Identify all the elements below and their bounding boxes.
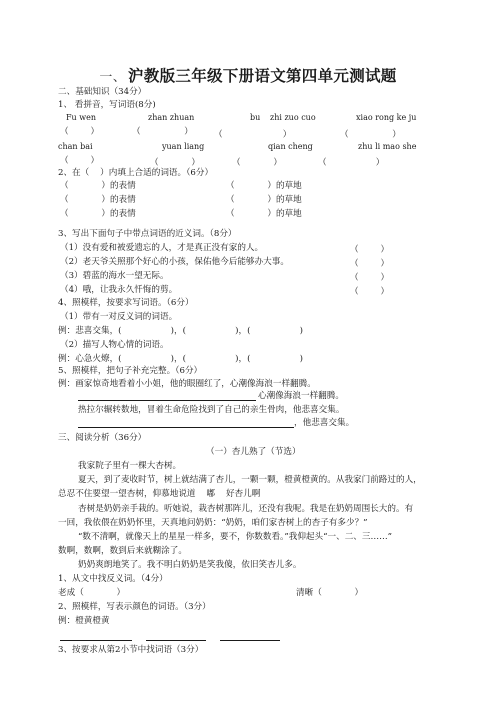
- answer-blank[interactable]: （ ）: [132, 127, 193, 137]
- q4-example-1: 例：悲喜交集，( )，( )，( ): [58, 326, 303, 336]
- answer-blank[interactable]: （ ）: [214, 130, 292, 140]
- passage-line-8: 奶奶爽朗地笑了。我不明白奶奶是笑我傻，依旧笑杏儿多。: [78, 560, 302, 570]
- pinyin-1: Fu wen: [66, 113, 96, 122]
- section-2-heading: 二、基础知识（34分）: [58, 87, 147, 97]
- pinyin-9: zhu li mao she: [358, 142, 417, 151]
- reading-q1-b: 清晰（ ）: [296, 588, 364, 598]
- answer-blank[interactable]: （ ）: [60, 127, 100, 137]
- pinyin-3: bu: [250, 113, 261, 122]
- q5-example: 例：画家惊奇地看着小小姐，他的眼圈红了，心潮像海浪一样翻腾。: [58, 379, 316, 389]
- passage-line-3: 总忍不住要望一望杏树，仰慕地说道 嘟 好杏儿啊: [58, 489, 261, 499]
- answer-blank[interactable]: （ ）: [232, 158, 282, 168]
- question-4: 4、照模样，按要求写词语。（6分）: [58, 298, 194, 308]
- q5-line-1-end: 心潮像海浪一样翻腾。: [258, 391, 344, 401]
- passage-line-6: “数不清啊，就像天上的星星一样多，要不，你数数看。”我仰起头“一、二、三……”: [78, 532, 393, 542]
- reading-q2-example: 例：橙黄橙黄: [58, 616, 110, 626]
- q3-item-3: （3）碧蓝的海水一望无际。: [60, 271, 169, 281]
- q4-example-2: 例：心急火燎，( )，( )，( ): [58, 354, 303, 364]
- q2-row-2-right: （ ）的草地: [226, 195, 302, 205]
- answer-blank[interactable]: （ ）: [350, 287, 390, 297]
- passage-line-7: 数啊，数啊，数到后来就糊涂了。: [58, 546, 187, 556]
- answer-line[interactable]: [146, 640, 206, 641]
- passage-line-2: 夏天，到了麦收时节，树上就结满了杏儿，一颗一颗，橙黄橙黄的。从我家门前路过的人，: [78, 475, 422, 485]
- passage-line-4: 杏树是奶奶亲手栽的。听她说，栽杏树那阵儿，还没有我呢。我是在奶奶周围长大的。有: [78, 504, 414, 514]
- pinyin-2: zhan zhuan: [148, 113, 195, 122]
- q5-line-3-end: ，他悲喜交集。: [294, 418, 355, 428]
- q5-line-2: 热拉尔辗转数地，冒着生命危险找到了自己的亲生骨肉，他悲喜交集。: [78, 405, 345, 415]
- section-3-heading: 三、阅读分析（36分）: [58, 433, 147, 443]
- q3-item-2: （2）老天爷关照那个好心的小孩，保佑他今后能够办大事。: [60, 257, 289, 267]
- answer-line[interactable]: [78, 427, 294, 428]
- question-3: 3、写出下面句子中带点词语的近义词。（8分）: [58, 229, 237, 239]
- reading-question-1: 1、从文中找反义词。（4分）: [58, 574, 168, 584]
- pinyin-6: chan bai: [58, 142, 93, 151]
- answer-blank[interactable]: （ ）: [318, 158, 385, 168]
- q2-row-3-left: （ ）的表情: [60, 209, 136, 219]
- pinyin-8: qian cheng: [268, 142, 313, 151]
- pinyin-7: yuan liang: [162, 142, 205, 151]
- q2-row-2-left: （ ）的表情: [60, 195, 136, 205]
- q2-row-3-right: （ ）的草地: [226, 209, 302, 219]
- answer-blank[interactable]: （ ）: [340, 130, 401, 140]
- answer-blank[interactable]: （ ）: [350, 273, 390, 283]
- answer-line[interactable]: [78, 400, 256, 401]
- answer-line[interactable]: [220, 640, 280, 641]
- answer-blank[interactable]: （ ）: [60, 156, 100, 166]
- question-2: 2、在（ ）内填上合适的词语。（6分）: [58, 168, 214, 178]
- q3-item-1: （1）没有爱和被爱遗忘的人，才是真正没有家的人。: [60, 243, 264, 253]
- question-1: 1、 看拼音，写词语(8分): [58, 100, 156, 110]
- title-text: 沪教版三年级下册语文第四单元测试题: [128, 67, 397, 85]
- q4-part-1: （1）带有一对反义词的词语。: [60, 312, 178, 322]
- q2-row-1-left: （ ）的表情: [60, 181, 136, 191]
- question-5: 5、照模样，把句子补充完整。（6分）: [58, 366, 203, 376]
- answer-line[interactable]: [60, 640, 132, 641]
- title-prefix: 一、: [99, 70, 126, 85]
- passage-line-5: 一回，我依偎在奶奶怀里，天真地问奶奶：“奶奶，咱们家杏树上的杏子有多少？”: [58, 518, 368, 528]
- pinyin-5: xiao rong ke ju: [356, 113, 417, 122]
- answer-blank[interactable]: （ ）: [350, 259, 390, 269]
- reading-question-2: 2、照模样，写表示颜色的词语。（3分）: [58, 602, 211, 612]
- page-title: [0, 64, 496, 86]
- answer-blank[interactable]: （ ）: [350, 245, 390, 255]
- q2-row-1-right: （ ）的草地: [226, 181, 302, 191]
- pinyin-4: zhi zuo cuo: [270, 113, 316, 122]
- answer-blank[interactable]: （ ）: [150, 158, 200, 168]
- q4-part-2: （2）描写人物心情的词语。: [60, 340, 169, 350]
- passage-line-1: 我家院子里有一棵大杏树。: [78, 461, 182, 471]
- reading-q1-a: 老成（ ）: [58, 588, 126, 598]
- reading-title: （一）杏儿熟了（节选）: [206, 447, 301, 457]
- q3-item-4: （4）哦，让我永久忏悔的剪。: [60, 285, 178, 295]
- reading-question-3: 3、按要求从第2小节中找词语（3分）: [58, 645, 204, 655]
